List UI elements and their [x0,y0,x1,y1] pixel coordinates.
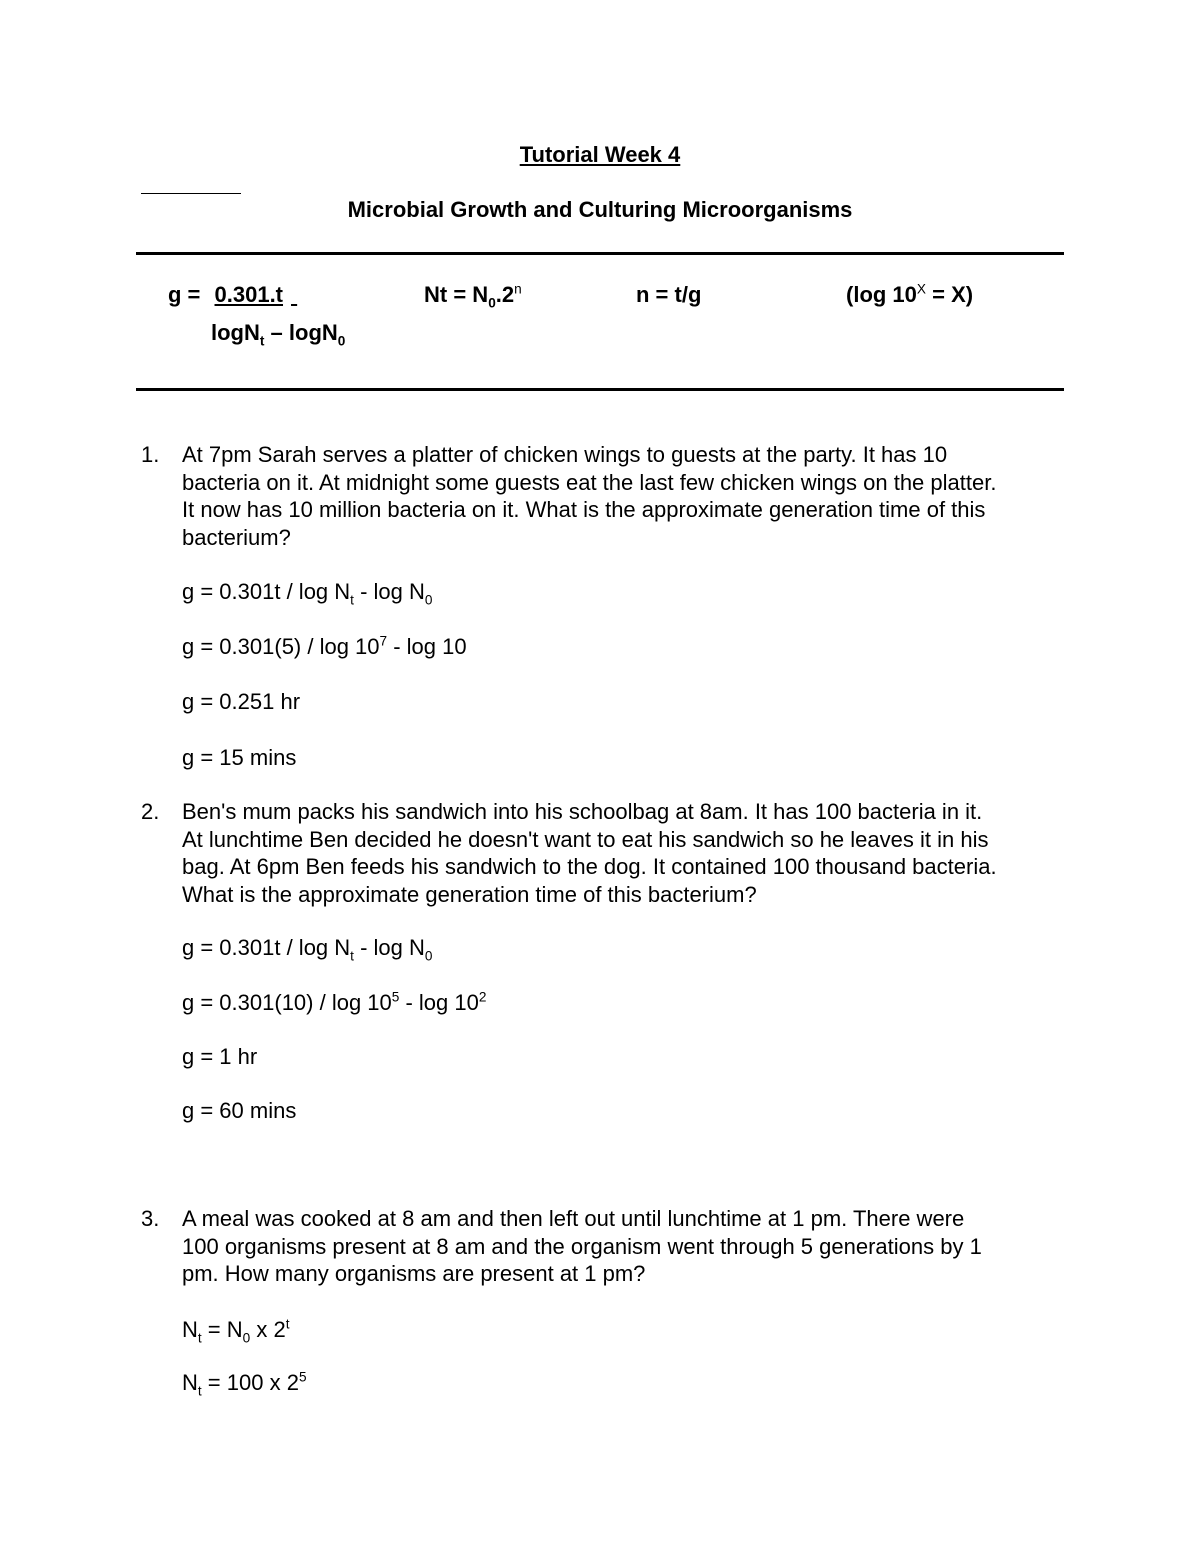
answer-line: $N_t = N_0$ x 2$^t$ [182,1316,290,1346]
formula-n: n = t/g [636,282,702,307]
question-text: A meal was cooked at 8 am and then left out until lunchtime at 1 pm. There were 100 organisms present at 8 am and the organism went through 5 generations by 1 pm. How many organisms are present at 1 pm? [182,1206,982,1286]
formula-g-denominator: logN$_t$ – logN$_0$ [211,320,346,349]
formula-log: (log $10^X = X$) [846,281,974,307]
answer-line: $N_t = 100$ x $2^5$ [182,1369,307,1399]
answer-line: $g = 0.301t / \log N_t - \log N_0$ [182,579,433,608]
answer-line: g = 60 mins [182,1098,297,1123]
answer-line: g = 0.251 hr [182,689,301,714]
page-subtitle: Microbial Growth and Culturing Microorganisms [347,197,853,222]
short-divider [141,193,241,194]
top-divider [136,252,1064,255]
answer-line: $g = 0.301(5) / \log 10^7 - \log 10$ [182,633,467,659]
question-number: 2. [141,799,160,824]
answer-line: g = 15 mins [182,745,297,770]
question-number: 1. [141,442,160,467]
question-text: At 7pm Sarah serves a platter of chicken wings to guests at the party. It has 10 bacteria on it. At midnight some guests eat the last few chicken wings on the platter. It now has 10 million bacteria on it. What is the approximate generation time of this bacterium? [182,442,997,550]
bottom-divider [136,388,1064,391]
answer-line: g = 1 hr [182,1044,258,1069]
formula-g: g = 0.301.t [168,282,284,307]
formula-nt: $Nt = N_0.2^n$ [424,281,522,311]
answer-line: $g = 0.301(10) / \log 10^5 - \log 10^2$ [182,989,487,1015]
question-text: Ben's mum packs his sandwich into his schoolbag at 8am. It has 100 bacteria in it. At lunchtime Ben decided he doesn't want to eat his sandwich so he leaves it in his bag. At 6pm Ben feeds his sandwich to the dog. It contained 100 thousand bacteria. What is the approximate generation time of this bacterium? [182,799,997,907]
question-number: 3. [141,1206,160,1231]
page-title: Tutorial Week 4 [519,142,681,167]
answer-line: $g = 0.301t / \log N_t - \log N_0$ [182,935,433,964]
